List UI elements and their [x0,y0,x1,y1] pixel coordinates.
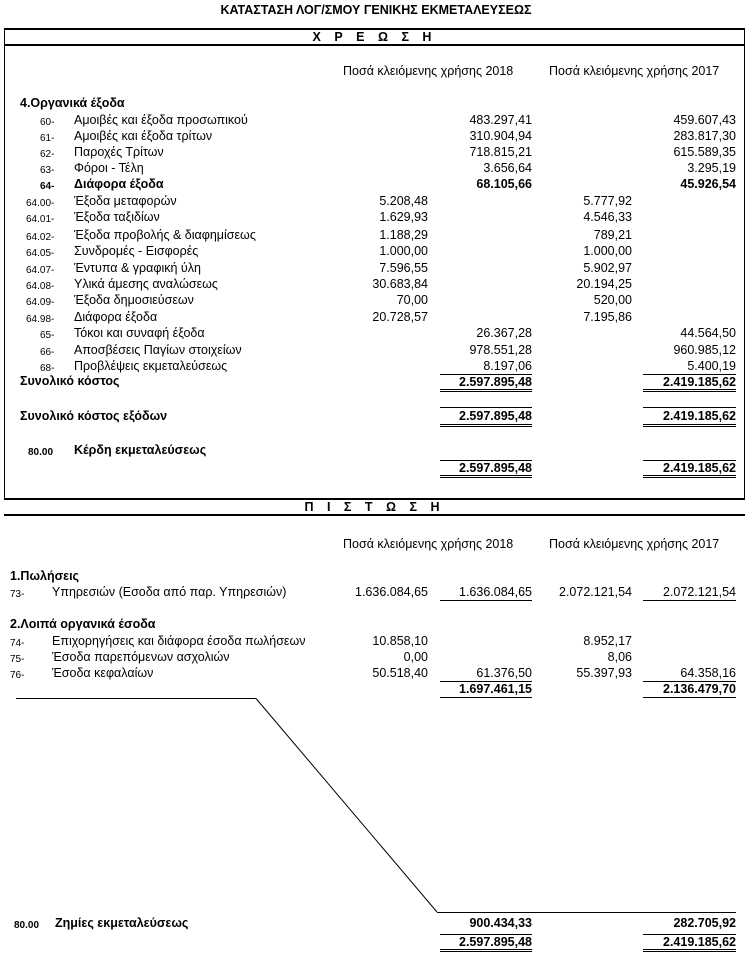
debit-row-detail-2017: 5.777,92 [583,194,632,208]
debit-row-total-2018: 8.197,06 [440,359,532,375]
debit-section-title: 4.Οργανικά έξοδα [20,96,125,110]
credit-row-detail-2018: 50.518,40 [372,666,428,680]
credit-row-detail-2017: 55.397,93 [576,666,632,680]
total-expense-label: Συνολικό κόστος εξόδων [20,409,168,423]
profit-code: 80.00 [28,447,54,458]
debit-row-code: 62- [40,149,55,160]
debit-row-label: Έξοδα ταξιδίων [74,210,160,224]
debit-row-detail-2018: 1.629,93 [379,210,428,224]
credit-subtotal-2018: 1.697.461,15 [440,682,532,698]
debit-row-detail-2017: 4.546,33 [583,210,632,224]
debit-row-code: 64- [40,181,55,192]
debit-row-code: 68- [40,363,55,374]
debit-row-code: 63- [40,165,55,176]
balancing-line-diagonal [256,699,437,913]
credit-section2-title: 2.Λοιπά οργανικά έσοδα [10,617,156,631]
total-cost-2017: 2.419.185,62 [643,374,736,392]
profit-label: Κέρδη εκμεταλεύσεως [74,443,207,457]
credit-row-detail-2018: 10.858,10 [372,634,428,648]
debit-row-code: 66- [40,347,55,358]
credit-grand-2018: 2.597.895,48 [440,934,532,952]
debit-row-label: Έντυπα & γραφική ύλη [74,261,201,275]
debit-grand-2018: 2.597.895,48 [440,460,532,478]
credit-col-2017-header: Ποσά κλειόμενης χρήσης 2017 [549,537,720,551]
debit-row-code: 61- [40,133,55,144]
debit-row-label: Διάφορα έξοδα [74,310,158,324]
debit-row-label: Συνδρομές - Εισφορές [74,244,199,258]
debit-row-detail-2017: 789,21 [593,228,632,242]
debit-row-label: Τόκοι και συναφή έξοδα [74,326,205,340]
sales-total-2017: 2.072.121,54 [643,585,736,601]
debit-row-total-2018: 978.551,28 [469,343,532,357]
debit-row-code: 64.05- [26,248,55,259]
debit-row-detail-2018: 30.683,84 [372,277,428,291]
debit-row-label: Αμοιβές και έξοδα προσωπικού [74,113,248,127]
debit-row-detail-2018: 1.000,00 [379,244,428,258]
debit-row-total-2018: 3.656,64 [483,161,532,175]
credit-section1-title: 1.Πωλήσεις [10,569,80,583]
sales-detail-2017: 2.072.121,54 [559,585,632,599]
credit-row-code: 75- [10,654,25,665]
credit-row-detail-2017: 8,06 [607,650,632,664]
debit-row-label: Έξοδα δημοσιεύσεων [74,293,194,307]
credit-row-detail-2018: 0,00 [403,650,428,664]
debit-grand-2017: 2.419.185,62 [643,460,736,478]
debit-row-detail-2018: 1.188,29 [379,228,428,242]
debit-row-detail-2018: 5.208,48 [379,194,428,208]
loss-code: 80.00 [14,920,40,931]
debit-row-code: 64.09- [26,297,55,308]
debit-row-detail-2018: 70,00 [396,293,428,307]
total-cost-label: Συνολικό κόστος [20,374,120,388]
debit-row-label: Υλικά άμεσης αναλώσεως [74,277,218,291]
debit-row-label: Αμοιβές και έξοδα τρίτων [74,129,213,143]
loss-2018: 900.434,33 [469,916,532,930]
debit-row-total-2017: 5.400,19 [643,359,736,375]
sales-total-2018: 1.636.084,65 [440,585,532,601]
total-expense-2018: 2.597.895,48 [440,407,532,427]
debit-row-detail-2018: 20.728,57 [372,310,428,324]
credit-heading: Π Ι Σ Τ Ω Σ Η [4,498,745,516]
debit-row-code: 64.02- [26,232,55,243]
debit-row-code: 64.07- [26,265,55,276]
debit-row-label: Διάφορα έξοδα [74,177,164,191]
debit-row-total-2017: 459.607,43 [673,113,736,127]
credit-row-code: 76- [10,670,25,681]
debit-col-2017-header: Ποσά κλειόμενης χρήσης 2017 [549,64,720,78]
debit-row-total-2017: 960.985,12 [673,343,736,357]
debit-row-label: Φόροι - Τέλη [74,161,144,175]
debit-row-label: Αποσβέσεις Παγίων στοιχείων [74,343,242,357]
debit-row-detail-2017: 1.000,00 [583,244,632,258]
loss-label: Ζημίες εκμεταλεύσεως [55,916,189,930]
debit-row-code: 64.98- [26,314,55,325]
credit-row-code: 74- [10,638,25,649]
credit-grand-2017: 2.419.185,62 [643,934,736,952]
total-expense-2017: 2.419.185,62 [643,407,736,427]
debit-row-total-2018: 310.904,94 [469,129,532,143]
credit-col-2018-header: Ποσά κλειόμενης χρήσης 2018 [343,537,514,551]
debit-row-total-2018: 68.105,66 [476,177,532,191]
debit-row-total-2018: 26.367,28 [476,326,532,340]
debit-row-code: 64.01- [26,214,55,225]
debit-row-code: 64.08- [26,281,55,292]
debit-row-total-2017: 283.817,30 [673,129,736,143]
credit-subtotal-2017: 2.136.479,70 [643,682,736,698]
debit-row-detail-2017: 5.902,97 [583,261,632,275]
debit-row-label: Έξοδα μεταφορών [74,194,177,208]
credit-row-label: Επιχορηγήσεις και διάφορα έσοδα πωλήσεων [52,634,306,648]
debit-row-total-2017: 615.589,35 [673,145,736,159]
debit-heading: Χ Ρ Ε Ω Σ Η [4,28,745,46]
debit-row-code: 65- [40,330,55,341]
page-title: ΚΑΤΑΣΤΑΣΗ ΛΟΓ/ΣΜΟΥ ΓΕΝΙΚΗΣ ΕΚΜΕΤΑΛΕΥΣΕΩΣ [220,3,532,17]
debit-row-detail-2017: 7.195,86 [583,310,632,324]
debit-row-label: Παροχές Τρίτων [74,145,164,159]
debit-col-2018-header: Ποσά κλειόμενης χρήσης 2018 [343,64,514,78]
debit-row-label: Προβλέψεις εκμεταλεύσεως [74,359,228,373]
total-cost-2018: 2.597.895,48 [440,374,532,392]
credit-row-detail-2017: 8.952,17 [583,634,632,648]
debit-row-total-2018: 483.297,41 [469,113,532,127]
debit-row-detail-2017: 20.194,25 [576,277,632,291]
credit-row-label: Έσοδα κεφαλαίων [52,666,154,680]
sales-code: 73- [10,589,25,600]
credit-row-label: Έσοδα παρεπόμενων ασχολιών [52,650,230,664]
loss-2017: 282.705,92 [673,916,736,930]
sales-detail-2018: 1.636.084,65 [355,585,428,599]
debit-row-detail-2018: 7.596,55 [379,261,428,275]
debit-row-detail-2017: 520,00 [593,293,632,307]
debit-row-label: Έξοδα προβολής & διαφημίσεως [74,228,256,242]
debit-row-total-2018: 718.815,21 [469,145,532,159]
debit-row-code: 60- [40,117,55,128]
debit-row-total-2017: 45.926,54 [680,177,736,191]
credit-row-total-2017: 64.358,16 [643,666,736,682]
debit-row-total-2017: 3.295,19 [687,161,736,175]
credit-row-total-2018: 61.376,50 [440,666,532,682]
debit-row-code: 64.00- [26,198,55,209]
debit-row-total-2017: 44.564,50 [680,326,736,340]
sales-label: Υπηρεσιών (Εσοδα από παρ. Υπηρεσιών) [52,585,287,599]
